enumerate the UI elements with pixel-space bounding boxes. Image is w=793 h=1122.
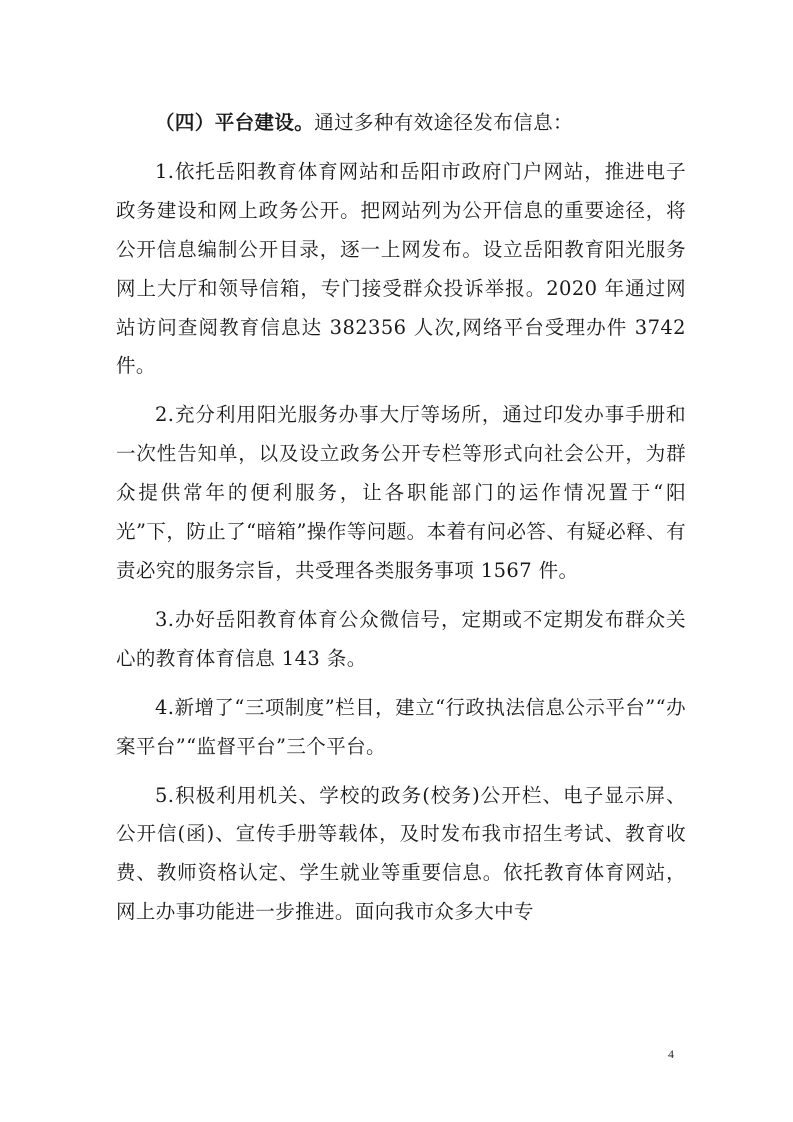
section-heading-rest: 通过多种有效途径发布信息： [314,111,573,134]
page-number: 4 [668,1047,674,1061]
section-heading: （四）平台建设。 [155,111,315,134]
page-content [116,104,686,942]
paragraph-2: 2.充分利用阳光服务办事大厅等场所，通过印发办事手册和一次性告知单，以及设立政务公开专栏等形式向社会公开，为群众提供常年的便利服务，让各职能部门的运作情况置于“阳光”下，防止了“暗箱”操作等问题。本着有问必答、有疑必释、有责必究的服务宗旨，共受理各类服务事项 1567 件。 [116,403,686,582]
paragraph-3: 3.办好岳阳教育体育公众微信号，定期或不定期发布群众关心的教育体育信息 143 条。 [116,607,686,670]
paragraph-5: 5.积极利用机关、学校的政务(校务)公开栏、电子显示屏、公开信(函)、宣传手册等载体，及时发布我市招生考试、教育收费、教师资格认定、学生就业等重要信息。依托教育体育网站，网上办事功能进一步推进。面向我市众多大中专 [116,783,686,924]
paragraph-1: 1.依托岳阳教育体育网站和岳阳市政府门户网站，推进电子政务建设和网上政务公开。把网站列为公开信息的重要途径，将公开信息编制公开目录，逐一上网发布。设立岳阳教育阳光服务网上大厅和领导信箱，专门接受群众投诉举报。2020 年通过网站访问查阅教育信息达 382356 人次,网络平台受理办件 3742 件。 [116,159,686,378]
paragraph-4: 4.新增了“三项制度”栏目，建立“行政执法信息公示平台”“办案平台”“监督平台”三个平台。 [116,695,686,758]
section-heading-paragraph [116,104,686,143]
